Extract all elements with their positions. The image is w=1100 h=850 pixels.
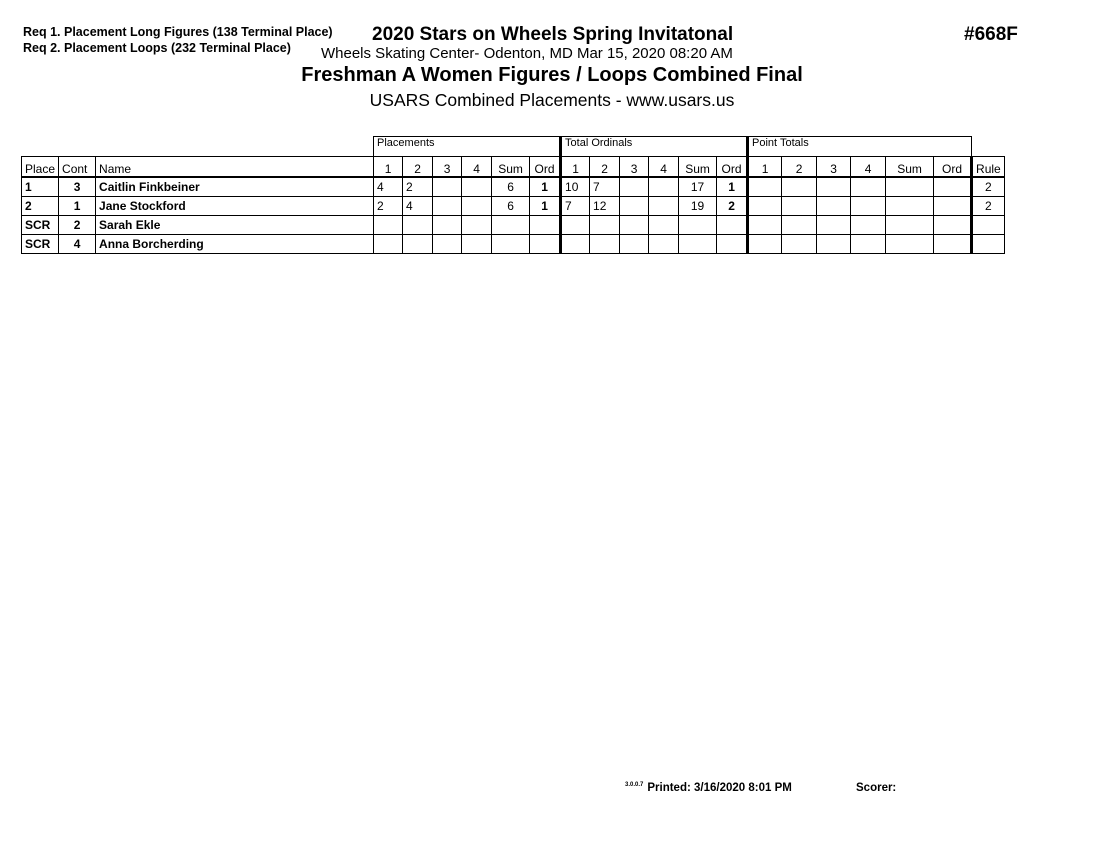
ordinals-cell <box>620 216 649 235</box>
ordinals-cell: 7 <box>590 177 620 197</box>
rule-cell <box>972 216 1005 235</box>
points-cell <box>886 235 934 254</box>
group-total-ordinals: Total Ordinals <box>561 137 748 157</box>
place-cell: 2 <box>22 197 59 216</box>
column-header-row <box>22 157 1005 178</box>
column-header: 1 <box>561 157 590 178</box>
printed-timestamp <box>625 782 792 794</box>
points-cell <box>748 235 782 254</box>
requirement-1: Req 1. Placement Long Figures (138 Terminal Place) <box>23 25 333 39</box>
group-header-row <box>22 137 1005 157</box>
name-cell: Caitlin Finkbeiner <box>96 177 374 197</box>
rule-cell <box>972 235 1005 254</box>
column-header: Cont <box>59 157 96 178</box>
ordinals-cell <box>649 197 679 216</box>
ordinals-cell: 10 <box>561 177 590 197</box>
name-cell: Anna Borcherding <box>96 235 374 254</box>
column-header: 4 <box>851 157 886 178</box>
placements-cell: 1 <box>530 177 561 197</box>
points-cell <box>851 197 886 216</box>
column-header: Sum <box>492 157 530 178</box>
points-cell <box>934 235 972 254</box>
column-header: 2 <box>403 157 433 178</box>
placements-cell <box>403 216 433 235</box>
contestant-cell: 3 <box>59 177 96 197</box>
points-cell <box>817 197 851 216</box>
ordinals-cell <box>717 216 748 235</box>
ordinals-cell <box>649 235 679 254</box>
table-row <box>22 177 1005 197</box>
placements-cell <box>530 216 561 235</box>
placements-cell: 4 <box>374 177 403 197</box>
column-header: 4 <box>649 157 679 178</box>
ordinals-cell: 12 <box>590 197 620 216</box>
points-cell <box>817 235 851 254</box>
placements-cell: 6 <box>492 197 530 216</box>
column-header: 2 <box>590 157 620 178</box>
ordinals-cell <box>620 177 649 197</box>
printed-label: Printed: 3/16/2020 8:01 PM <box>647 782 792 794</box>
group-point-totals: Point Totals <box>748 137 972 157</box>
ordinals-cell <box>561 235 590 254</box>
placements-cell <box>530 235 561 254</box>
placements-cell: 2 <box>374 197 403 216</box>
contestant-cell: 4 <box>59 235 96 254</box>
placements-cell: 4 <box>403 197 433 216</box>
ordinals-cell <box>590 216 620 235</box>
ordinals-cell <box>649 216 679 235</box>
placements-cell: 6 <box>492 177 530 197</box>
event-title: Freshman A Women Figures / Loops Combined Final <box>301 64 803 86</box>
points-cell <box>748 216 782 235</box>
ordinals-cell <box>590 235 620 254</box>
venue-date: Wheels Skating Center- Odenton, MD Mar 15, 2020 08:20 AM <box>321 45 733 62</box>
contestant-cell: 2 <box>59 216 96 235</box>
placements-cell <box>492 235 530 254</box>
column-header: Ord <box>530 157 561 178</box>
ordinals-cell <box>679 216 717 235</box>
points-cell <box>817 216 851 235</box>
points-cell <box>934 177 972 197</box>
ordinals-cell <box>649 177 679 197</box>
ordinals-cell: 2 <box>717 197 748 216</box>
points-cell <box>782 177 817 197</box>
name-cell: Sarah Ekle <box>96 216 374 235</box>
points-cell <box>851 216 886 235</box>
placements-cell <box>374 235 403 254</box>
points-cell <box>748 177 782 197</box>
points-cell <box>817 177 851 197</box>
results-table <box>21 136 1005 254</box>
table-row <box>22 235 1005 254</box>
rule-cell: 2 <box>972 177 1005 197</box>
ordinals-cell <box>679 235 717 254</box>
column-header: Ord <box>934 157 972 178</box>
points-cell <box>782 235 817 254</box>
placements-cell <box>403 235 433 254</box>
column-header: Ord <box>717 157 748 178</box>
points-cell <box>886 216 934 235</box>
requirement-2: Req 2. Placement Loops (232 Terminal Place) <box>23 41 291 55</box>
place-cell: SCR <box>22 235 59 254</box>
points-cell <box>934 197 972 216</box>
version-number: 3.0.0.7 <box>625 782 644 789</box>
column-header: Sum <box>679 157 717 178</box>
placements-cell <box>462 235 492 254</box>
column-header: Place <box>22 157 59 178</box>
placements-cell: 2 <box>403 177 433 197</box>
placements-cell <box>374 216 403 235</box>
place-cell: 1 <box>22 177 59 197</box>
ordinals-cell: 17 <box>679 177 717 197</box>
event-code: #668F <box>964 24 1018 45</box>
column-header: Name <box>96 157 374 178</box>
points-cell <box>782 216 817 235</box>
column-header: 1 <box>748 157 782 178</box>
ordinals-cell: 19 <box>679 197 717 216</box>
points-cell <box>934 216 972 235</box>
column-header: Rule <box>972 157 1005 178</box>
points-cell <box>851 177 886 197</box>
points-cell <box>886 177 934 197</box>
contestant-cell: 1 <box>59 197 96 216</box>
table-row <box>22 197 1005 216</box>
points-cell <box>748 197 782 216</box>
ordinals-cell <box>620 197 649 216</box>
column-header: 1 <box>374 157 403 178</box>
column-header: 2 <box>782 157 817 178</box>
ordinals-cell: 7 <box>561 197 590 216</box>
placements-cell <box>433 177 462 197</box>
ordinals-cell <box>620 235 649 254</box>
points-cell <box>886 197 934 216</box>
ordinals-cell <box>717 235 748 254</box>
column-header: 3 <box>620 157 649 178</box>
place-cell: SCR <box>22 216 59 235</box>
placements-cell <box>433 197 462 216</box>
event-subtitle: USARS Combined Placements - www.usars.us <box>369 90 735 110</box>
column-header: 3 <box>817 157 851 178</box>
table-row <box>22 216 1005 235</box>
group-placements: Placements <box>374 137 561 157</box>
ordinals-cell <box>561 216 590 235</box>
placements-cell <box>462 177 492 197</box>
points-cell <box>782 197 817 216</box>
column-header: 3 <box>433 157 462 178</box>
rule-cell: 2 <box>972 197 1005 216</box>
placements-cell <box>492 216 530 235</box>
column-header: 4 <box>462 157 492 178</box>
placements-cell: 1 <box>530 197 561 216</box>
competition-title: 2020 Stars on Wheels Spring Invitatonal <box>372 24 734 45</box>
placements-cell <box>433 216 462 235</box>
placements-cell <box>462 197 492 216</box>
placements-cell <box>433 235 462 254</box>
scorer-label: Scorer: <box>856 782 897 794</box>
ordinals-cell: 1 <box>717 177 748 197</box>
column-header: Sum <box>886 157 934 178</box>
placements-cell <box>462 216 492 235</box>
points-cell <box>851 235 886 254</box>
name-cell: Jane Stockford <box>96 197 374 216</box>
